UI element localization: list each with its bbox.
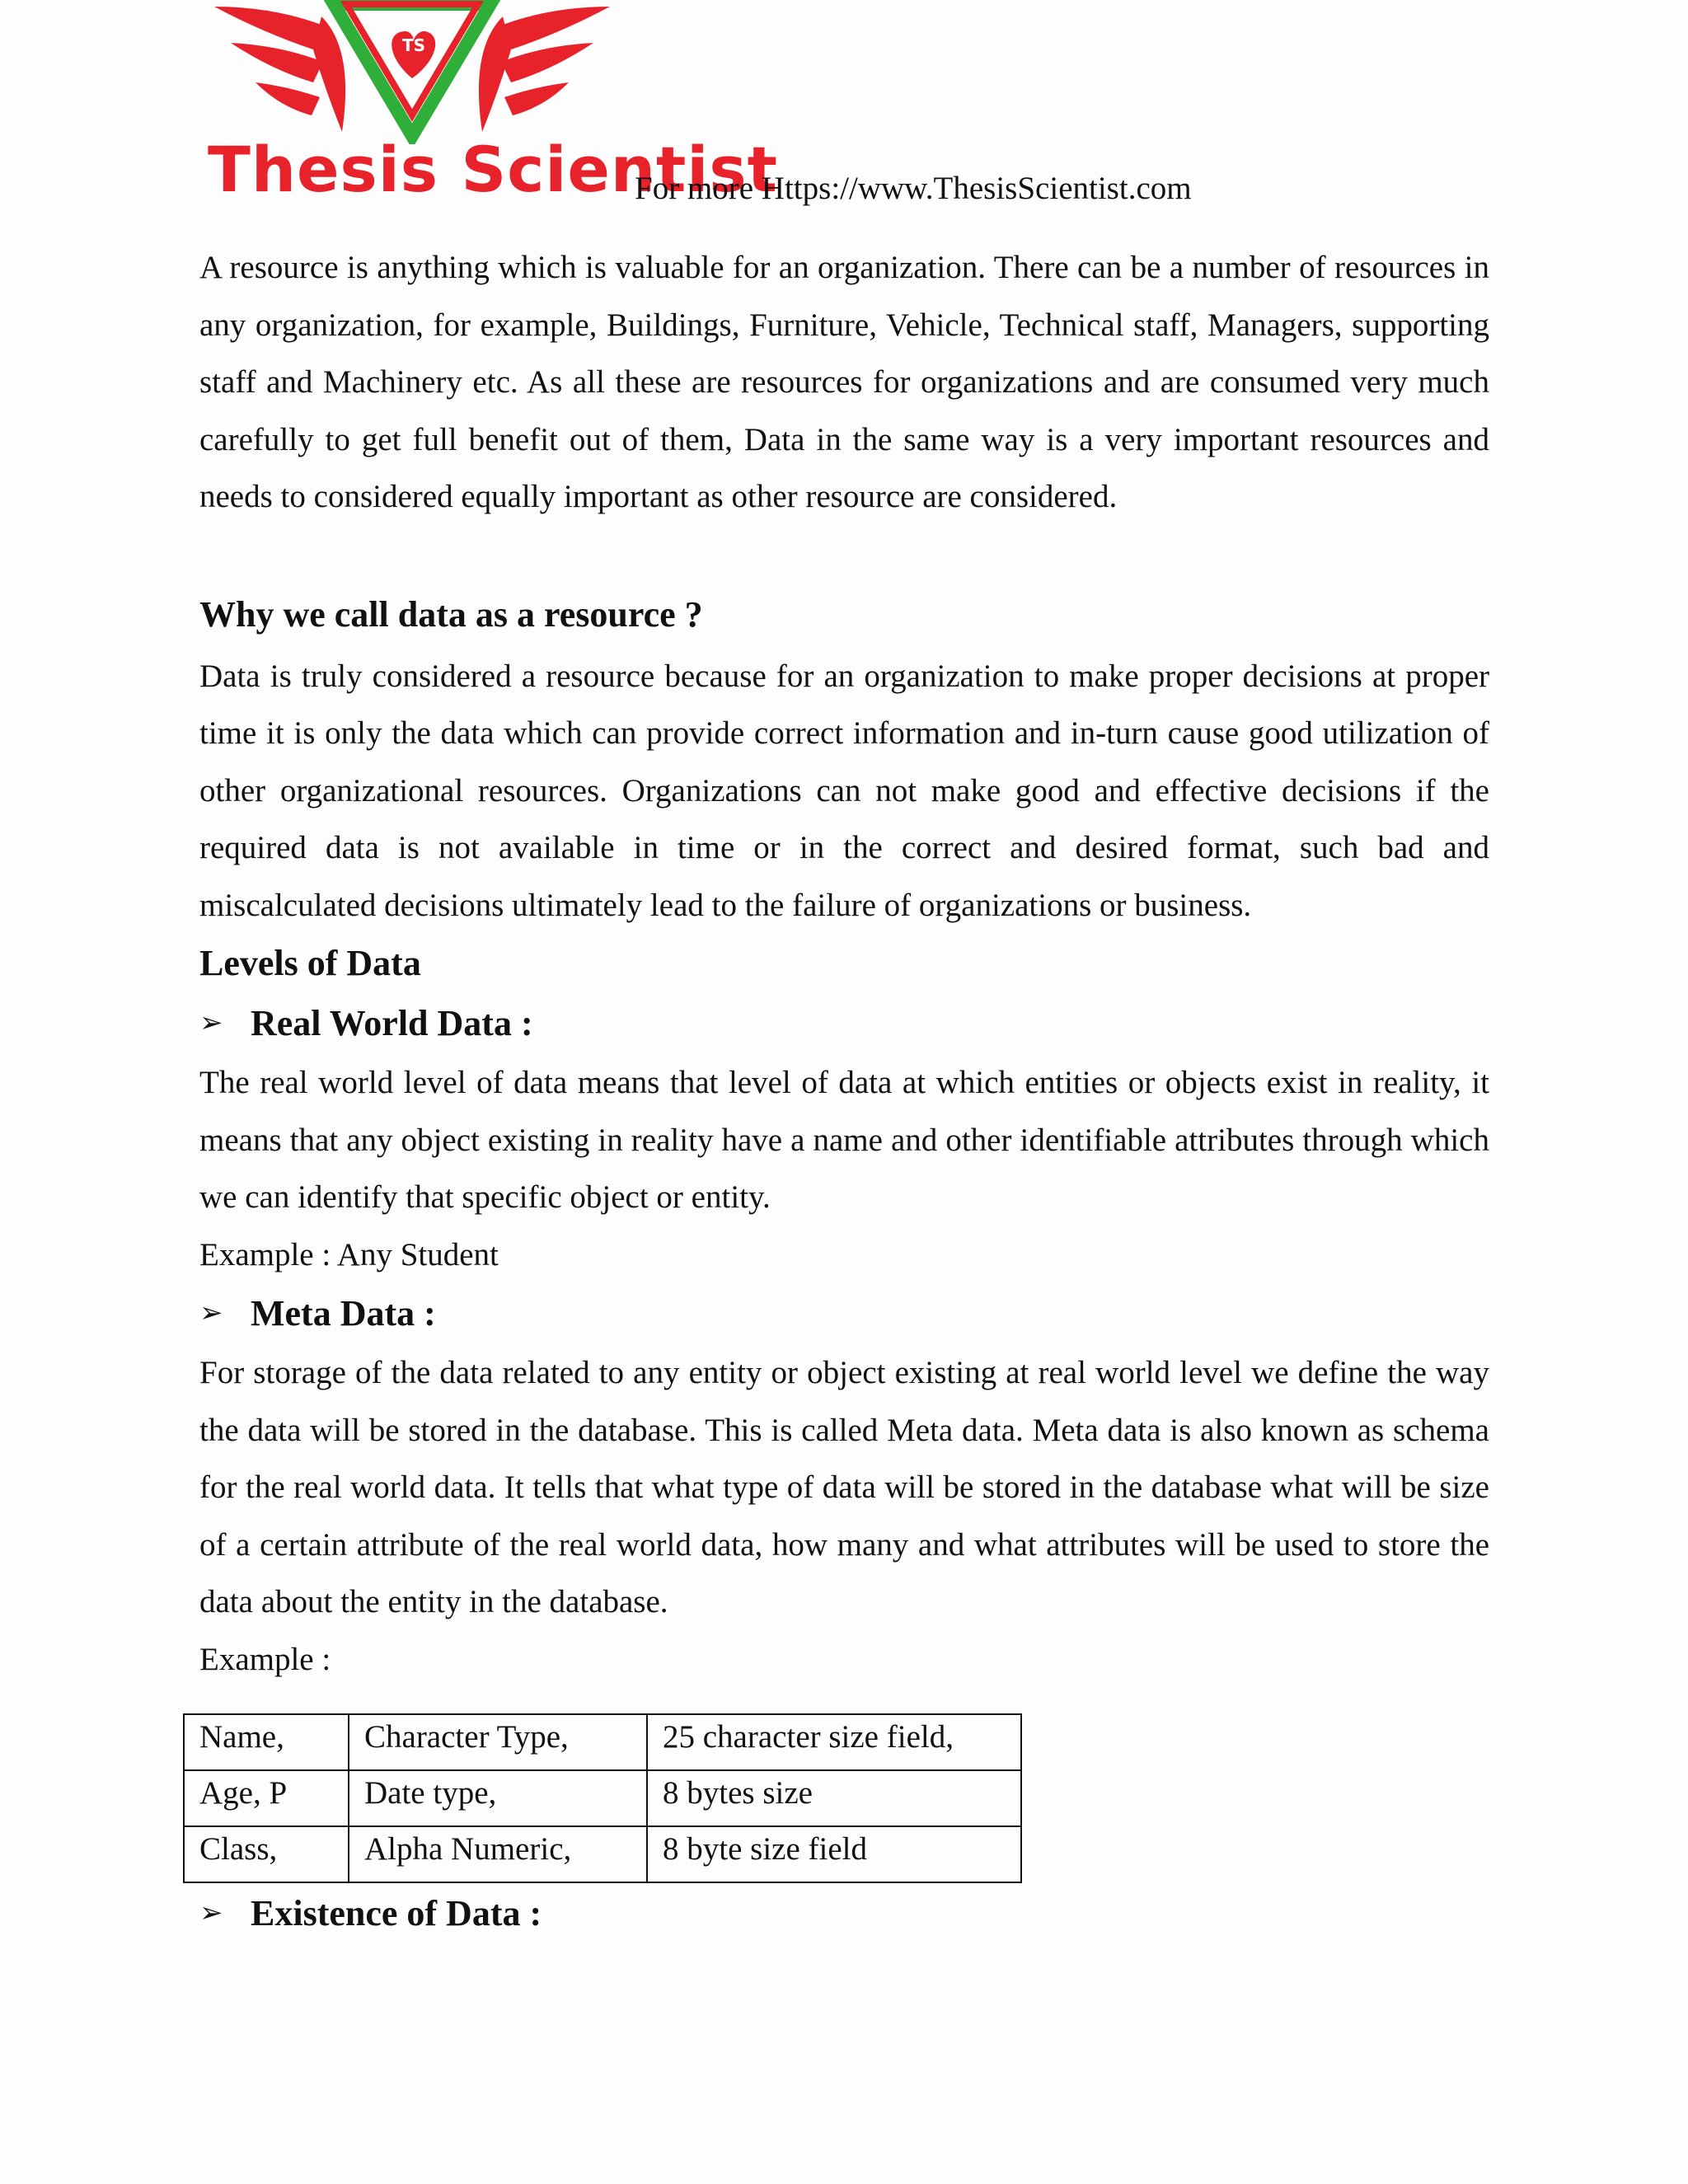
winged-triangle-logo-icon (198, 0, 626, 144)
meta-data-paragraph: For storage of the data related to any entity or object existing at real world level we define the way the data will be stored in the database. This is called Meta data. Meta data is also known as schema for the real world data. It tells that what type of data will be stored in the database what will be size of a certain attribute of the real world data, how many and what attributes will be used to store the data about the entity in the database. (199, 1355, 1489, 1619)
table-cell: Character Type, (349, 1714, 647, 1770)
arrow-bullet-icon: ➢ (199, 1298, 223, 1329)
existence-of-data-title: Existence of Data : (251, 1893, 542, 1933)
heading-levels-of-data: Levels of Data (199, 943, 421, 983)
table-cell: Date type, (349, 1770, 647, 1826)
website-link-text[interactable]: For more Https://www.ThesisScientist.com (635, 171, 1192, 206)
meta-data-heading (199, 1283, 1489, 1344)
table-cell: 25 character size field, (647, 1714, 1021, 1770)
svg-text:TS: TS (402, 35, 426, 55)
table-cell: Age, P (184, 1770, 349, 1826)
brand-logo-text: Thesis Scientist (208, 133, 778, 206)
meta-data-example-label: Example : (199, 1641, 331, 1677)
arrow-bullet-icon: ➢ (199, 1008, 223, 1038)
table-cell: Class, (184, 1826, 349, 1882)
document-body (199, 239, 1489, 1688)
heading-why-data-resource: Why we call data as a resource ? (199, 593, 703, 635)
real-world-data-paragraph: The real world level of data means that level of data at which entities or objects exist in reality, it means that any object existing in reality have a name and other identifiable attributes through which we can identify that specific object or entity. (199, 1065, 1489, 1215)
table-row (184, 1714, 1021, 1770)
spacer (199, 526, 1489, 585)
brand-logo (198, 0, 778, 214)
table-row (184, 1770, 1021, 1826)
table-cell: 8 byte size field (647, 1826, 1021, 1882)
real-world-data-title: Real World Data : (251, 1003, 533, 1043)
table-cell: Name, (184, 1714, 349, 1770)
real-world-data-heading (199, 993, 1489, 1054)
existence-of-data-heading (199, 1883, 542, 1944)
real-world-example: Example : Any Student (199, 1236, 499, 1272)
arrow-bullet-icon: ➢ (199, 1898, 223, 1929)
why-data-resource-paragraph: Data is truly considered a resource because for an organization to make proper decisions at proper time it is only the data which can provide correct information and in-turn cause good utilization of other organizational resources. Organizations can not make good and effective decisions if the required data is not available in time or in the correct and desired format, such bad and miscalculated decisions ultimately lead to the failure of organizations or business. (199, 658, 1489, 923)
table-cell: 8 bytes size (647, 1770, 1021, 1826)
meta-data-title: Meta Data : (251, 1293, 436, 1333)
table-row (184, 1826, 1021, 1882)
intro-paragraph: A resource is anything which is valuable for an organization. There can be a number of resources in any organization, for example, Buildings, Furniture, Vehicle, Technical staff, Managers, supporting staff and Machinery etc. As all these are resources for organizations and are consumed very much carefully to get full benefit out of them, Data in the same way is a very important resources and needs to considered equally important as other resource are considered. (199, 250, 1489, 514)
table-cell: Alpha Numeric, (349, 1826, 647, 1882)
meta-data-table (183, 1713, 1022, 1883)
